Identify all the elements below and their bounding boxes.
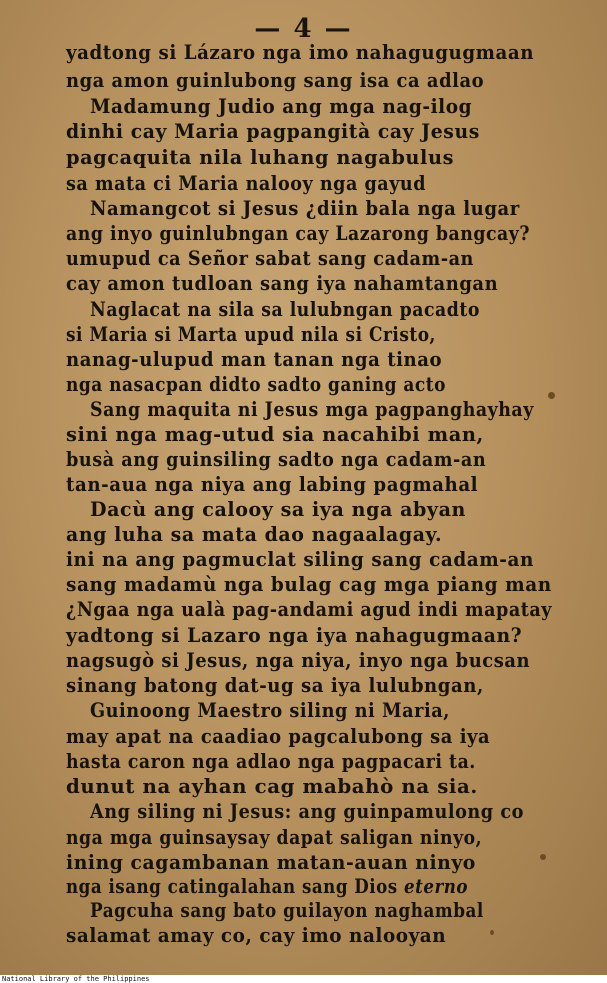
text-line: yadtong si Lazaro nga iya nahagugmaan? — [66, 623, 523, 647]
italic-word: eterno — [404, 874, 469, 898]
library-credit: National Library of the Philippines — [2, 975, 150, 983]
text-line: umupud ca Señor sabat sang cadam-an — [66, 246, 474, 270]
stain-mark — [540, 854, 546, 860]
text-line: sinang batong dat-ug sa iya lulubngan, — [66, 673, 484, 697]
text-line-main: nga isang catingalahan sang Dios — [66, 874, 398, 898]
text-line — [66, 874, 468, 898]
text-line: dinhi cay Maria pagpangità cay Jesus — [66, 119, 480, 143]
text-line: ang luha sa mata dao nagaalagay. — [66, 522, 443, 546]
stain-mark — [548, 392, 555, 399]
text-line: nga mga guinsaysay dapat saligan ninyo, — [66, 825, 483, 849]
text-line: nanag-ulupud man tanan nga tinao — [66, 347, 443, 371]
text-line: ang inyo guinlubngan cay Lazarong bangcay? — [66, 221, 531, 245]
text-line: Dacù ang calooy sa iya nga abyan — [90, 497, 466, 521]
text-line: Madamung Judio ang mga nag-ilog — [90, 94, 473, 118]
text-line: tan-aua nga niya ang labing pagmahal — [66, 472, 479, 496]
text-line: sa mata ci Maria nalooy nga gayud — [66, 171, 427, 195]
text-line: Sang maquita ni Jesus mga pagpanghayhay — [90, 397, 534, 421]
text-line: si Maria si Marta upud nila si Cristo, — [66, 322, 436, 346]
text-line: ¿Ngaa nga ualà pag-andami agud indi mapatay — [66, 597, 553, 621]
text-line: nga nasacpan didto sadto ganing acto — [66, 372, 446, 396]
text-line: Pagcuha sang bato guilayon naghambal — [90, 898, 484, 922]
text-line: ini na ang pagmuclat siling sang cadam-an — [66, 547, 534, 571]
text-line: ining cagambanan matan-auan ninyo — [66, 850, 476, 874]
text-line: sang madamù nga bulag cag mga piang man — [66, 572, 552, 596]
text-line: hasta caron nga adlao nga pagpacari ta. — [66, 749, 476, 773]
text-line: yadtong si Lázaro nga imo nahagugugmaan — [66, 40, 535, 64]
text-line: busà ang guinsiling sadto nga cadam-an — [66, 447, 487, 471]
text-line: pagcaquita nila luhang nagabulus — [66, 145, 455, 169]
page-number: — 4 — — [254, 14, 353, 44]
text-line: Namangcot si Jesus ¿diin bala nga lugar — [90, 196, 520, 220]
text-line: nga amon guinlubong sang isa ca adlao — [66, 68, 485, 92]
text-line: sini nga mag-utud sia nacahibi man, — [66, 422, 484, 446]
text-line: may apat na caadiao pagcalubong sa iya — [66, 724, 491, 748]
text-line: Naglacat na sila sa lulubngan pacadto — [90, 297, 480, 321]
text-line: dunut na ayhan cag mabahò na sia. — [66, 774, 478, 798]
text-line: Ang siling ni Jesus: ang guinpamulong co — [90, 799, 525, 823]
text-line: cay amon tudloan sang iya nahamtangan — [66, 271, 499, 295]
stain-mark — [490, 930, 494, 935]
text-line: salamat amay co, cay imo nalooyan — [66, 923, 447, 947]
text-line: Guinoong Maestro siling ni Maria, — [90, 698, 450, 722]
text-line: nagsugò si Jesus, nga niya, inyo nga bucsan — [66, 648, 531, 672]
